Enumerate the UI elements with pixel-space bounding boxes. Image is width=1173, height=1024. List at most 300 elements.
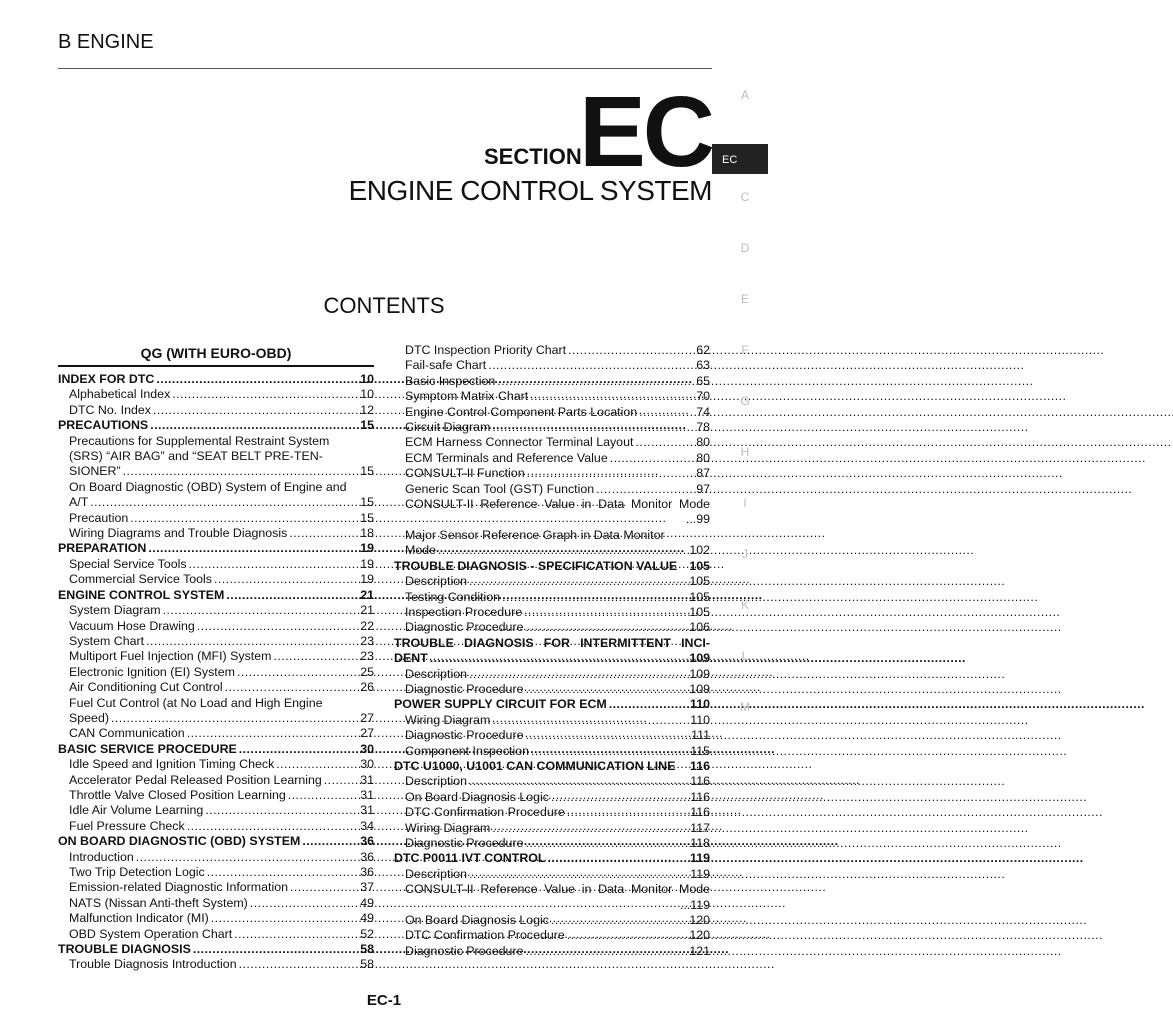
leader-dots xyxy=(150,418,358,433)
leader-dots xyxy=(90,495,358,510)
leader-dots xyxy=(156,372,358,387)
toc-entry-label: DTC U1000, U1001 CAN COMMUNICATION LINE xyxy=(394,758,676,773)
toc-entries-right xyxy=(394,343,710,959)
toc-entry-label: PREPARATION xyxy=(58,541,147,556)
leader-dots xyxy=(289,526,358,541)
toc-page-number: 23 xyxy=(360,649,374,664)
toc-page-number: 110 xyxy=(690,712,710,727)
leader-dots xyxy=(163,603,359,618)
leader-dots xyxy=(492,420,694,435)
leader-dots xyxy=(290,880,358,895)
leader-dots xyxy=(187,819,359,834)
toc-page-number: 99 xyxy=(696,512,710,527)
toc-entry xyxy=(394,605,710,620)
toc-entry xyxy=(394,620,710,635)
toc-entry-label: On Board Diagnosis Logic xyxy=(405,789,549,804)
toc-entry-label: SIONER” xyxy=(69,464,121,479)
leader-dots xyxy=(193,942,358,957)
leader-dots xyxy=(469,867,688,882)
leader-dots xyxy=(610,451,694,466)
section-title: ENGINE CONTROL SYSTEM xyxy=(348,175,712,206)
toc-page-number: 18 xyxy=(360,526,374,541)
toc-entry-label: NATS (Nissan Anti-theft System) xyxy=(69,895,248,910)
toc-page-number: 105 xyxy=(689,589,710,604)
toc-entry xyxy=(394,944,710,959)
toc-entry xyxy=(394,790,710,805)
tab-label: F xyxy=(741,343,749,357)
leader-dots xyxy=(567,928,688,943)
toc-entry xyxy=(394,420,710,435)
toc-page-number: 80 xyxy=(696,435,710,450)
toc-entry-label: Trouble Diagnosis Introduction xyxy=(69,957,237,972)
toc-entry xyxy=(394,343,710,358)
toc-heading xyxy=(58,942,374,957)
toc-page-number: 19 xyxy=(360,572,374,587)
toc-entry-label: CAN Communication xyxy=(69,726,185,741)
toc-entry xyxy=(394,682,710,697)
leader-dots xyxy=(205,803,358,818)
toc-entry xyxy=(58,495,374,510)
toc-page-number: 15 xyxy=(360,464,374,479)
toc-entry xyxy=(58,865,374,880)
toc-page-number: 87 xyxy=(696,466,710,481)
leader-dots xyxy=(324,773,358,788)
toc-page-number: 21 xyxy=(360,603,374,618)
group-label: B ENGINE xyxy=(58,31,154,53)
toc-entry-label: Malfunction Indicator (MI) xyxy=(69,911,209,926)
leader-dots xyxy=(197,619,358,634)
toc-page-number: 10 xyxy=(360,372,374,386)
toc-entry-label: Wiring Diagrams and Trouble Diagnosis xyxy=(69,526,288,541)
toc-entry xyxy=(394,574,710,589)
toc-page-number: 102 xyxy=(689,543,710,558)
toc-page-number: 118 xyxy=(690,836,710,850)
toc-page-number: 26 xyxy=(360,680,374,695)
toc-entry-line: Fuel Cut Control (at No Load and High Engine xyxy=(69,695,323,710)
toc-entry-label: TROUBLE DIAGNOSIS - SPECIFICATION VALUE xyxy=(394,558,678,573)
toc-page-number: 36 xyxy=(360,849,374,864)
toc-entry xyxy=(394,435,710,450)
tab-label: K xyxy=(740,598,749,612)
page-number: EC-1 xyxy=(366,992,402,1009)
toc-entry-label: Engine Control Component Parts Location xyxy=(405,404,638,419)
toc-page-number: 52 xyxy=(360,926,374,941)
tab-label: M xyxy=(740,700,750,714)
toc-entry-label: ENGINE CONTROL SYSTEM xyxy=(58,587,225,602)
toc-entry xyxy=(58,649,374,664)
toc-entry xyxy=(58,680,374,695)
toc-heading xyxy=(58,588,374,603)
toc-entry-label: Inspection Procedure xyxy=(405,604,523,619)
leader-dots xyxy=(531,744,688,759)
section-index-tab-c xyxy=(712,188,768,239)
toc-page-number: 19 xyxy=(360,556,374,571)
toc-entry xyxy=(58,896,374,911)
toc-entry-label: Speed) xyxy=(69,710,109,725)
toc-left-column xyxy=(58,343,374,973)
toc-page-number: 78 xyxy=(696,420,710,435)
toc-page-number: 10 xyxy=(360,387,374,402)
toc-entry-label: System Chart xyxy=(69,633,145,648)
toc-page-number: 110 xyxy=(690,697,710,712)
leader-dots xyxy=(497,374,694,389)
toc-page-number: 111 xyxy=(691,728,710,743)
toc-entry xyxy=(394,867,710,882)
toc-entry xyxy=(394,451,710,466)
toc-page-number: 105 xyxy=(689,574,710,589)
leader-dots xyxy=(525,728,689,743)
toc-entry xyxy=(394,913,710,928)
leader-dots: ... xyxy=(685,512,697,527)
section-index-tab-h xyxy=(712,443,768,494)
toc-entry xyxy=(394,728,710,743)
leader-dots xyxy=(525,682,687,697)
toc-entry-label: Introduction xyxy=(69,849,134,864)
toc-entry-label: ECM Terminals and Reference Value xyxy=(405,450,608,465)
tab-label: H xyxy=(740,445,750,459)
leader-dots xyxy=(250,896,358,911)
toc-entry-label: DTC No. Index xyxy=(69,402,151,417)
leader-dots xyxy=(492,713,688,728)
leader-dots: ... xyxy=(679,897,691,912)
toc-heading xyxy=(58,742,374,757)
toc-page-number: 36 xyxy=(360,834,374,849)
toc-entry xyxy=(58,403,374,418)
toc-page-number: 74 xyxy=(696,404,710,419)
toc-heading xyxy=(394,697,710,712)
toc-entry-label: Fail-safe Chart xyxy=(405,358,487,373)
section-index-tab-m xyxy=(712,698,768,749)
leader-dots xyxy=(488,358,694,373)
toc-entry xyxy=(394,590,710,605)
toc-entry-label: INDEX FOR DTC xyxy=(58,372,155,386)
leader-dots xyxy=(153,403,358,418)
toc-entry-label: ON BOARD DIAGNOSTIC (OBD) SYSTEM xyxy=(58,834,301,849)
toc-entry xyxy=(394,389,710,404)
toc-entry-label: Air Conditioning Cut Control xyxy=(69,680,223,695)
leader-dots xyxy=(596,482,694,497)
toc-entry-line: CONSULT-II Reference Value in Data Monitor Mode xyxy=(405,497,710,512)
section-index-tab-j xyxy=(712,545,768,596)
toc-entry-label: Description xyxy=(405,574,467,589)
toc-entry xyxy=(394,713,710,728)
toc-entry xyxy=(394,821,710,836)
leader-dots xyxy=(609,697,688,712)
leader-dots xyxy=(469,774,688,789)
section-index-tab-e xyxy=(712,290,768,341)
toc-entries-left xyxy=(58,372,374,973)
toc-page-number: 119 xyxy=(690,897,710,912)
leader-dots xyxy=(276,757,358,772)
toc-page-number: 22 xyxy=(360,618,374,633)
section-code: EC xyxy=(579,76,712,188)
toc-right-column xyxy=(394,343,710,959)
toc-entry xyxy=(58,726,374,741)
toc-page-number: 65 xyxy=(696,373,710,388)
toc-entry-line: On Board Diagnostic (OBD) System of Engine and xyxy=(69,479,347,494)
subsection-heading: QG (WITH EURO-OBD) xyxy=(58,343,374,367)
toc-page-number: 49 xyxy=(360,895,374,910)
toc-entry xyxy=(58,819,374,834)
toc-page-number: 23 xyxy=(360,633,374,648)
toc-heading xyxy=(58,372,374,387)
toc-page-number: 19 xyxy=(360,541,374,556)
toc-heading xyxy=(394,559,710,574)
leader-dots xyxy=(567,805,688,820)
toc-page-number: 121 xyxy=(689,943,710,958)
tab-label: E xyxy=(740,292,749,306)
toc-page-number: 27 xyxy=(360,726,374,741)
toc-entry-label: Accelerator Pedal Released Position Learning xyxy=(69,772,322,787)
toc-entry xyxy=(58,911,374,926)
toc-entry-label: Diagnostic Procedure xyxy=(405,620,524,635)
toc-entry-label: Symptom Matrix Chart xyxy=(405,389,529,404)
section-index-tab-f xyxy=(712,341,768,392)
leader-dots xyxy=(430,651,688,666)
toc-entry-line: CONSULT-II Reference Value in Data Monitor Mode xyxy=(405,882,710,897)
toc-page-number: 36 xyxy=(360,865,374,879)
toc-page-number: 58 xyxy=(360,957,374,972)
toc-entry-label: A/T xyxy=(69,495,89,510)
leader-dots xyxy=(524,605,687,620)
toc-page-number: 30 xyxy=(360,741,374,756)
toc-page-number: 97 xyxy=(696,481,710,496)
toc-entry xyxy=(58,711,374,726)
toc-entry-label: Fuel Pressure Check xyxy=(69,818,185,833)
toc-entry-label: Diagnostic Procedure xyxy=(405,681,524,696)
leader-dots xyxy=(123,464,359,479)
toc-page-number: 12 xyxy=(360,402,374,417)
contents-title: CONTENTS xyxy=(323,293,445,318)
toc-page-number: 15 xyxy=(360,495,374,510)
toc-entry-label: Idle Air Volume Learning xyxy=(69,803,204,818)
toc-page-number: 31 xyxy=(360,803,374,818)
toc-page-number: 49 xyxy=(360,911,374,926)
toc-entry-label: ECM Harness Connector Terminal Layout xyxy=(405,435,634,450)
tab-label: D xyxy=(740,241,750,255)
section-index-tab-l xyxy=(712,647,768,698)
toc-entry xyxy=(58,526,374,541)
toc-entry xyxy=(58,803,374,818)
leader-dots xyxy=(547,851,688,866)
tab-label: J xyxy=(742,547,748,561)
toc-entry-label: Special Service Tools xyxy=(69,556,187,571)
toc-entry-label: Two Trip Detection Logic xyxy=(69,865,205,879)
toc-entry xyxy=(58,634,374,649)
toc-heading xyxy=(58,834,374,849)
toc-entry xyxy=(58,850,374,865)
toc-entry-label: Multiport Fuel Injection (MFI) System xyxy=(69,649,272,664)
toc-page-continuation xyxy=(394,512,710,527)
toc-heading xyxy=(58,541,374,556)
toc-page-number: 106 xyxy=(689,620,710,635)
leader-dots xyxy=(207,865,359,880)
toc-page-number: 37 xyxy=(360,880,374,895)
leader-dots xyxy=(136,850,358,865)
toc-entry-label: Diagnostic Procedure xyxy=(405,728,524,743)
toc-entry-label: Basic Inspection xyxy=(405,373,496,388)
toc-entry-label: OBD System Operation Chart xyxy=(69,926,233,941)
toc-entry-label: Diagnostic Procedure xyxy=(405,943,524,958)
section-index-tab-k xyxy=(712,596,768,647)
toc-heading xyxy=(394,851,710,866)
leader-dots xyxy=(469,574,687,589)
toc-page-number: 70 xyxy=(696,389,710,404)
toc-entry-label: Emission-related Diagnostic Information xyxy=(69,880,288,895)
toc-page-number: 25 xyxy=(360,664,374,679)
toc-entry-label: Idle Speed and Ignition Timing Check xyxy=(69,757,275,772)
leader-dots xyxy=(273,649,358,664)
leader-dots xyxy=(130,511,358,526)
toc-page-number: 80 xyxy=(696,450,710,465)
toc-entry-label: Electronic Ignition (EI) System xyxy=(69,664,235,679)
toc-entry-line: (SRS) “AIR BAG” and “SEAT BELT PRE-TEN- xyxy=(69,449,323,464)
toc-entry-label: Vacuum Hose Drawing xyxy=(69,618,195,633)
section-index-tab-i xyxy=(712,494,768,545)
leader-dots xyxy=(172,387,358,402)
leader-dots xyxy=(237,665,358,680)
toc-page-number: 105 xyxy=(689,558,710,573)
leader-dots xyxy=(146,634,358,649)
toc-page-number: 109 xyxy=(689,666,710,681)
toc-entry-label: System Diagram xyxy=(69,603,161,618)
toc-entry xyxy=(394,466,710,481)
toc-entry xyxy=(58,619,374,634)
toc-page-number: 27 xyxy=(360,710,374,725)
toc-entry-label: On Board Diagnosis Logic xyxy=(405,913,549,928)
toc-entry xyxy=(58,387,374,402)
section-index-tab-a xyxy=(712,86,768,137)
leader-dots xyxy=(438,543,687,558)
leader-dots xyxy=(502,590,687,605)
section-index-tabs xyxy=(712,86,768,749)
toc-page-number: 116 xyxy=(690,774,710,789)
tab-label: G xyxy=(740,394,750,408)
toc-entry-label: DTC Inspection Priority Chart xyxy=(405,343,567,357)
toc-entry xyxy=(58,957,374,972)
toc-entry-label: Component Inspection xyxy=(405,743,529,758)
toc-entry-label: Generic Scan Tool (GST) Function xyxy=(405,481,595,496)
toc-entry-label: Commercial Service Tools xyxy=(69,572,212,587)
leader-dots xyxy=(187,726,359,741)
leader-dots xyxy=(492,821,688,836)
toc-entry xyxy=(394,928,710,943)
leader-dots xyxy=(530,389,694,404)
toc-entry xyxy=(58,557,374,572)
toc-heading xyxy=(394,651,710,666)
toc-page-number: 116 xyxy=(690,758,710,773)
toc-page-number: 109 xyxy=(689,681,710,696)
toc-page-number: 31 xyxy=(360,772,374,787)
leader-dots xyxy=(302,834,358,849)
toc-entry xyxy=(58,773,374,788)
toc-page-number: 62 xyxy=(696,343,710,357)
leader-dots xyxy=(239,742,358,757)
toc-entry-label: CONSULT-II Function xyxy=(405,466,525,481)
leader-dots xyxy=(288,788,358,803)
leader-dots xyxy=(568,343,694,358)
leader-dots xyxy=(226,588,358,603)
toc-page-continuation xyxy=(394,898,710,913)
section-index-tab-ec xyxy=(712,144,768,174)
toc-entry xyxy=(394,836,710,851)
toc-entry-label: Wiring Diagram xyxy=(405,712,491,727)
toc-entry xyxy=(394,744,710,759)
toc-page-number: 31 xyxy=(360,787,374,802)
toc-entry xyxy=(58,880,374,895)
toc-entry-label: Alphabetical Index xyxy=(69,387,171,402)
toc-entry-label: POWER SUPPLY CIRCUIT FOR ECM xyxy=(394,697,607,712)
toc-entry xyxy=(394,482,710,497)
toc-page-number: 119 xyxy=(690,851,710,866)
leader-dots xyxy=(239,957,359,972)
tab-label: C xyxy=(740,190,750,204)
leader-dots xyxy=(189,557,359,572)
toc-page-number: 120 xyxy=(689,928,710,943)
toc-page-number: 105 xyxy=(689,604,710,619)
leader-dots xyxy=(225,680,359,695)
leader-dots xyxy=(635,435,694,450)
toc-entry-line: Precautions for Supplemental Restraint System xyxy=(69,433,330,448)
leader-dots xyxy=(214,572,358,587)
toc-page-number: 63 xyxy=(696,358,710,373)
toc-entry-label: Mode xyxy=(405,543,436,558)
toc-entry xyxy=(58,511,374,526)
tab-label: A xyxy=(740,88,749,102)
toc-entry-label: Throttle Valve Closed Position Learning xyxy=(69,787,286,802)
toc-page-number: 115 xyxy=(690,743,710,758)
toc-heading xyxy=(394,759,710,774)
leader-dots xyxy=(111,711,358,726)
toc-entry-label: Circuit Diagram xyxy=(405,420,491,435)
toc-entry-label: Description xyxy=(405,774,467,789)
header-rule xyxy=(58,68,712,69)
toc-page-number: 109 xyxy=(689,651,710,666)
leader-dots xyxy=(211,911,358,926)
toc-entry xyxy=(58,464,374,479)
leader-dots xyxy=(527,466,695,481)
toc-entry xyxy=(58,665,374,680)
toc-entry xyxy=(394,805,710,820)
toc-page-number: 15 xyxy=(360,418,374,433)
leader-dots xyxy=(525,620,687,635)
toc-entry xyxy=(58,757,374,772)
leader-dots xyxy=(551,790,688,805)
toc-entry xyxy=(394,667,710,682)
toc-page-number: 117 xyxy=(690,820,710,835)
toc-entry xyxy=(58,788,374,803)
toc-entry-label: Precaution xyxy=(69,510,129,525)
toc-entry-line: Major Sensor Reference Graph in Data Monitor xyxy=(405,527,665,542)
toc-entry xyxy=(58,572,374,587)
toc-entry-label: Testing Condition xyxy=(405,589,501,604)
section-word: SECTION xyxy=(484,144,582,169)
toc-heading xyxy=(58,418,374,433)
toc-entry-line: TROUBLE DIAGNOSIS FOR INTERMITTENT INCI- xyxy=(394,635,710,650)
leader-dots xyxy=(234,927,358,942)
toc-entry xyxy=(394,405,710,420)
tab-label: L xyxy=(741,649,749,663)
leader-dots xyxy=(148,541,358,556)
toc-entry-label: Description xyxy=(405,866,467,881)
toc-entry-label: PRECAUTIONS xyxy=(58,418,149,433)
toc-page-number: 120 xyxy=(689,913,710,928)
leader-dots xyxy=(525,944,687,959)
toc-entry-label: DTC Confirmation Procedure xyxy=(405,805,565,820)
toc-entry-label: Description xyxy=(405,666,467,681)
toc-entry xyxy=(394,543,710,558)
leader-dots xyxy=(525,836,688,851)
